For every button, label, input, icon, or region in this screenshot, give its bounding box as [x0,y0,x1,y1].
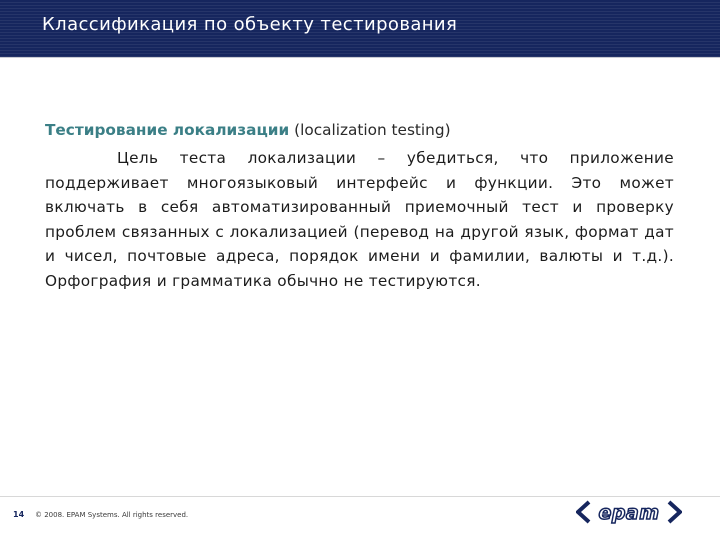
section-heading [45,118,674,142]
body-paragraph: Цель теста локализации – убедиться, что приложение поддерживает многоязыковый интерфейс и функции. Это может включать в себя автоматизированный приемочный тест и проверку проблем связанных с локализацией (перевод на другой язык, формат дат и чисел, почтовые адреса, порядок имени и фамилии, валюты и т.д.). Орфография и грамматика обычно не тестируются. [45,149,674,290]
copyright-text: © 2008. EPAM Systems. All rights reserved. [35,511,189,519]
heading-ru: Тестирование локализации [45,121,290,139]
logo-wordmark: epam [598,502,660,524]
slide-title: Классификация по объекту тестирования [42,14,458,35]
title-bar [0,0,720,57]
footer-divider [0,496,720,497]
epam-logo [576,498,682,526]
page-number: 14 [13,510,25,519]
title-divider [0,57,720,58]
slide-content [45,118,674,294]
heading-en: (localization testing) [294,121,451,139]
